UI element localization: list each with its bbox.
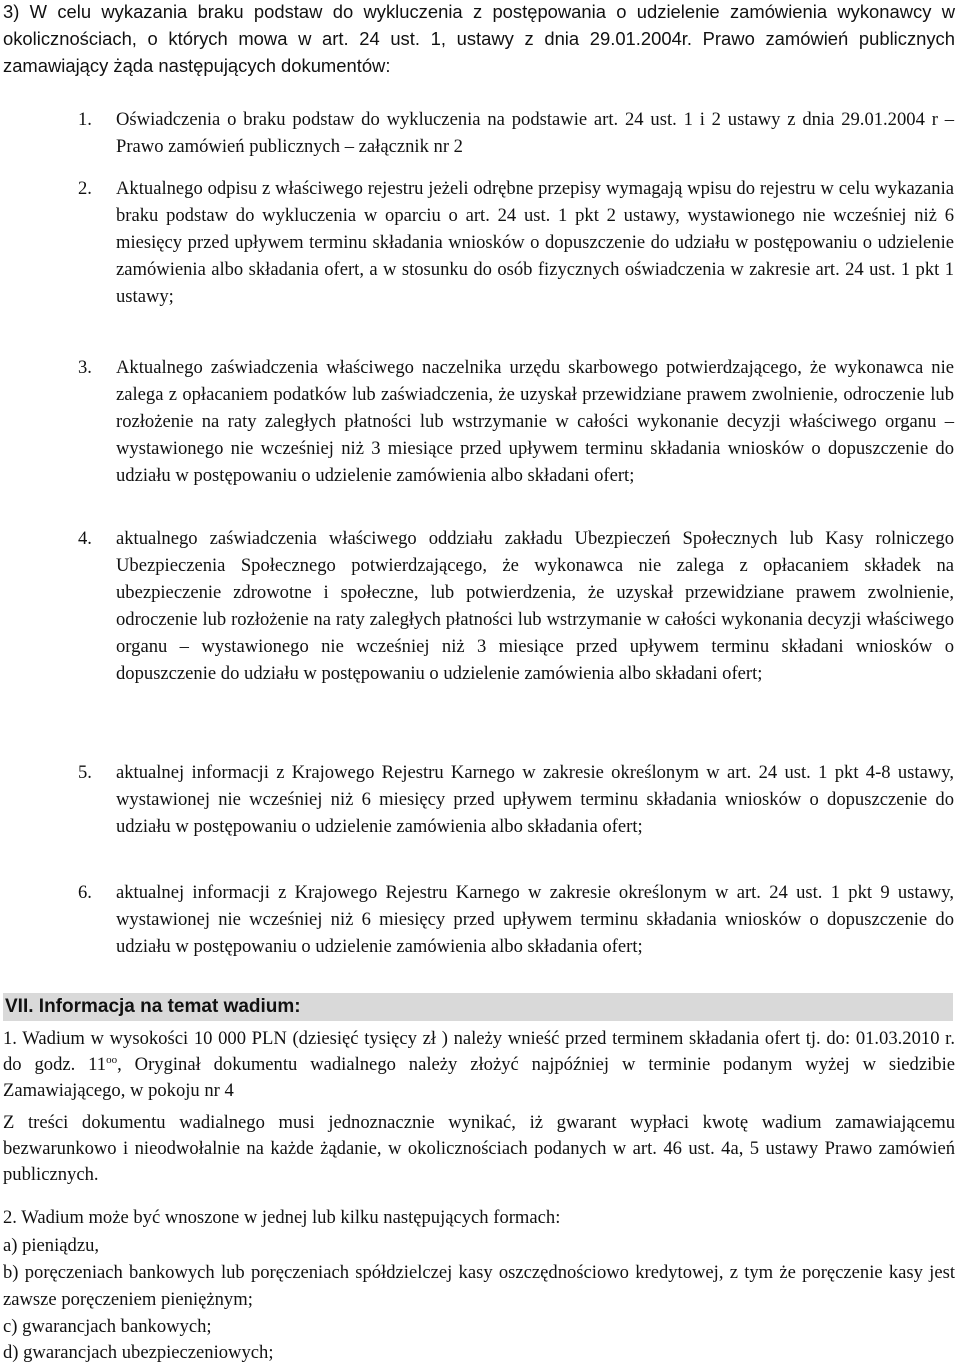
list-item-5 <box>78 759 954 840</box>
list-item-text: aktualnej informacji z Krajowego Rejestru Karnego w zakresie określonym w art. 24 ust. 1 pkt 4-8 ustawy, wystawionej nie wcześniej niż 6 miesięcy przed upływem terminu składania wniosków o dopuszczenie do udziału w postępowaniu o udzielenie zamówienia albo składania ofert; <box>116 762 954 837</box>
list-item-1 <box>78 106 954 160</box>
wadium-paragraph-2: Z treści dokumentu wadialnego musi jednoznacznie wynikać, iż gwarant wypłaci kwotę wadium zamawiającemu bezwarunkowo i nieodwołalnie na każde żądanie, w okolicznościach podanych w art. 46 ust. 4a, 5 ustawy Prawo zamówień publicznych. <box>3 1112 955 1185</box>
list-item-number: 6. <box>78 882 92 903</box>
wadium-form-d: d) gwarancjach ubezpieczeniowych; <box>3 1342 274 1363</box>
list-item-2 <box>78 175 954 310</box>
wadium-forms-intro: 2. Wadium może być wnoszone w jednej lub kilku następujących formach: <box>3 1207 561 1228</box>
wadium-p1-text: 1. Wadium w wysokości 10 000 PLN (dziesięć tysięcy zł ) należy wnieść przed terminem składania ofert tj. do: 01.03.2010 r. do godz. 11 <box>3 1028 955 1075</box>
list-item-text: aktualnego zaświadczenia właściwego oddziału zakładu Ubezpieczeń Społecznych lub Kasy rolniczego Ubezpieczenia Społecznego potwierdzającego, że wykonawca nie zalega z opłacaniem składek na ubezpieczenie zdrowotne i społeczne, lub potwierdzenia, że uzyskał przewidziane prawem zwolnienie, odroczenie lub rozłożenie na raty zaległych płatności lub wstrzymanie w całości wykonania decyzji właściwego organu – wystawionego nie wcześniej niż 3 miesiące przed upływem terminu składani wniosków o dopuszczenie do udziału w postępowaniu o udzielenie zamówienia albo składani ofert; <box>116 528 954 684</box>
wadium-paragraph-1 <box>3 1026 955 1104</box>
list-item-number: 4. <box>78 528 92 549</box>
list-item-4 <box>78 525 954 687</box>
section-7-heading: VII. Informacja na temat wadium: <box>3 993 953 1021</box>
list-item-3 <box>78 354 954 489</box>
section-3-intro: 3) W celu wykazania braku podstaw do wykluczenia z postępowania o udzielenie zamówienia wykonawcy w okolicznościach, o których mowa w art. 24 ust. 1, ustawy z dnia 29.01.2004r. Prawo zamówień publicznych zamawiający żąda następujących dokumentów: <box>3 1 955 76</box>
list-item-text: Aktualnego zaświadczenia właściwego naczelnika urzędu skarbowego potwierdzającego, że wykonawca nie zalega z opłacaniem podatków lub zaświadczenia, że uzyskał przewidziane prawem zwolnienie, odroczenie lub rozłożenie na raty zaległych płatności lub wstrzymanie w całości wykonanie decyzji właściwego organu – wystawionego nie wcześniej niż 3 miesiące przed upływem terminu składania wniosków o dopuszczenie do udziału w postępowaniu o udzielenie zamówienia albo składani ofert; <box>116 357 954 486</box>
list-item-text: aktualnej informacji z Krajowego Rejestru Karnego w zakresie określonym w art. 24 ust. 1 pkt 9 ustawy, wystawionej nie wcześniej niż 6 miesięcy przed upływem terminu składania wniosków o dopuszczenie do udziału w postępowaniu o udzielenie zamówienia albo składania ofert; <box>116 882 954 957</box>
list-item-number: 3. <box>78 357 92 378</box>
list-item-number: 2. <box>78 178 92 199</box>
list-item-text: Aktualnego odpisu z właściwego rejestru jeżeli odrębne przepisy wymagają wpisu do rejestru w celu wykazania braku podstaw do wykluczenia w oparciu o art. 24 ust. 1 pkt 2 ustawy, wystawionego nie wcześniej niż 6 miesięcy przed upływem terminu składania wniosków o dopuszczenie do udziału w postępowaniu o udzielenie zamówienia albo składania ofert, a w stosunku do osób fizycznych oświadczenia w zakresie art. 24 ust. 1 pkt 1 ustawy; <box>116 178 954 307</box>
list-item-text: Oświadczenia o braku podstaw do wykluczenia na podstawie art. 24 ust. 1 i 2 ustawy z dnia 29.01.2004 r – Prawo zamówień publicznych – załącznik nr 2 <box>116 109 954 157</box>
list-item-number: 5. <box>78 762 92 783</box>
wadium-form-a: a) pieniądzu, <box>3 1235 100 1256</box>
wadium-form-b: b) poręczeniach bankowych lub poręczeniach spółdzielczej kasy oszczędnościowo kredytowej, z tym że poręczenie kasy jest zawsze poręczeniem pieniężnym; <box>3 1262 955 1310</box>
list-item-number: 1. <box>78 109 92 130</box>
hour-superscript: oo <box>106 1053 118 1066</box>
list-item-6 <box>78 879 954 960</box>
wadium-form-c: c) gwarancjach bankowych; <box>3 1316 212 1337</box>
wadium-p1-text-cont: , Oryginał dokumentu wadialnego należy złożyć najpóźniej w terminie podanym wyżej w siedzibie Zamawiającego, w pokoju nr 4 <box>3 1054 955 1101</box>
